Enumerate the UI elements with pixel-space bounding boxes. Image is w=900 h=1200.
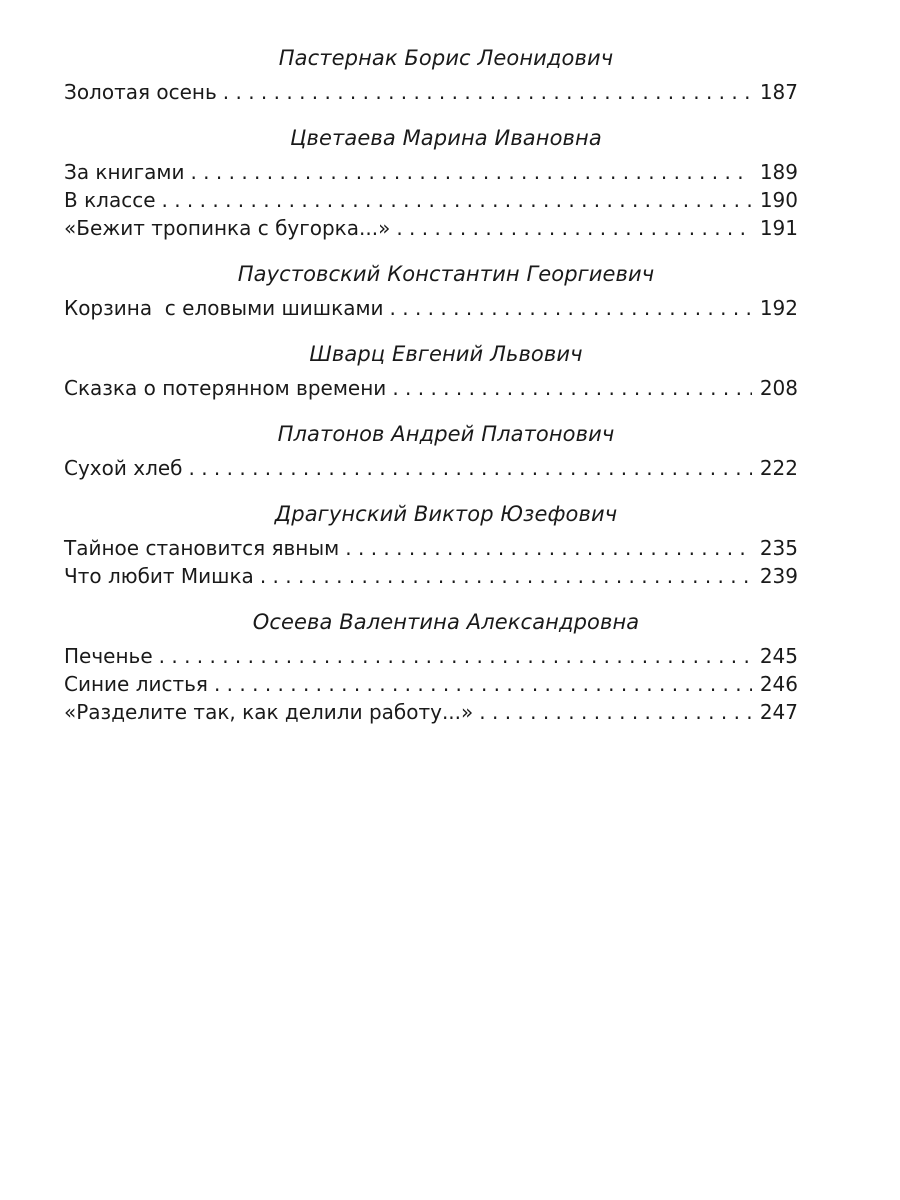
dot-leader: [189, 454, 753, 482]
entry-title: Сухой хлеб: [64, 456, 183, 480]
dot-leader: [479, 698, 752, 726]
page-number: 247: [759, 700, 798, 724]
dot-leader: [214, 670, 752, 698]
toc-entry[interactable]: [64, 214, 798, 242]
dot-leader: [396, 214, 752, 242]
toc-entry[interactable]: [64, 670, 798, 698]
author-heading: Драгунский Виктор Юзефович: [274, 502, 618, 526]
page-number: 190: [759, 188, 798, 212]
entry-title: Сказка о потерянном времени: [64, 376, 387, 400]
toc-entry[interactable]: [64, 534, 798, 562]
toc-entry[interactable]: [64, 78, 798, 106]
toc-entry[interactable]: [64, 186, 798, 214]
entry-title: «Разделите так, как делили работу...»: [64, 700, 474, 724]
entry-title: Синие листья: [64, 672, 208, 696]
author-heading: Платонов Андрей Платонович: [277, 422, 615, 446]
page-number: 246: [759, 672, 798, 696]
dot-leader: [190, 158, 752, 186]
dot-leader: [260, 562, 752, 590]
toc-entry[interactable]: [64, 158, 798, 186]
page-number: 192: [759, 296, 798, 320]
toc-entry[interactable]: [64, 698, 798, 726]
author-heading: Шварц Евгений Львович: [309, 342, 583, 366]
page-number: 222: [759, 456, 798, 480]
page-number: 208: [759, 376, 798, 400]
toc-entry[interactable]: [64, 374, 798, 402]
entry-title: Корзина с еловыми шишками: [64, 296, 384, 320]
dot-leader: [159, 642, 752, 670]
entry-title: Что любит Мишка: [64, 564, 254, 588]
table-of-contents: [64, 44, 798, 726]
author-heading: Осеева Валентина Александровна: [252, 610, 640, 634]
page-number: 189: [759, 160, 798, 184]
toc-entry[interactable]: [64, 454, 798, 482]
entry-title: За книгами: [64, 160, 185, 184]
entry-title: В классе: [64, 188, 156, 212]
dot-leader: [392, 374, 752, 402]
entry-title: «Бежит тропинка с бугорка...»: [64, 216, 391, 240]
toc-entry[interactable]: [64, 642, 798, 670]
author-heading: Пастернак Борис Леонидович: [278, 46, 614, 70]
page-number: 245: [759, 644, 798, 668]
page-number: 187: [759, 80, 798, 104]
author-heading: Паустовский Константин Георгиевич: [237, 262, 655, 286]
dot-leader: [390, 294, 752, 322]
dot-leader: [223, 78, 752, 106]
dot-leader: [345, 534, 752, 562]
page-number: 239: [759, 564, 798, 588]
entry-title: Печенье: [64, 644, 153, 668]
entry-title: Золотая осень: [64, 80, 217, 104]
page-number: 235: [759, 536, 798, 560]
dot-leader: [162, 186, 753, 214]
toc-entry[interactable]: [64, 562, 798, 590]
entry-title: Тайное становится явным: [64, 536, 340, 560]
toc-entry[interactable]: [64, 294, 798, 322]
author-heading: Цветаева Марина Ивановна: [290, 126, 602, 150]
page-number: 191: [759, 216, 798, 240]
